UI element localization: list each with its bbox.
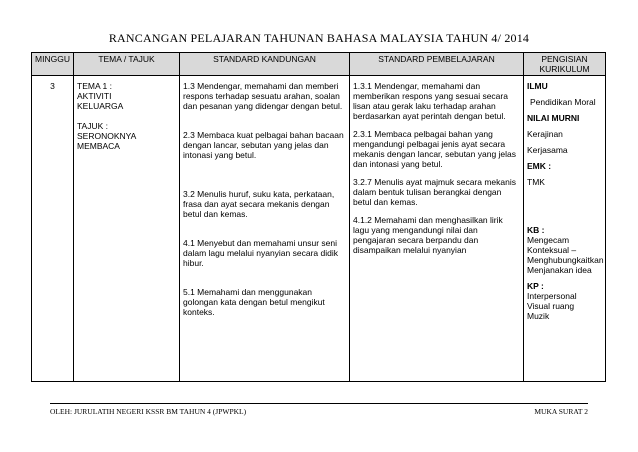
cell-tema-tajuk <box>74 76 180 382</box>
lesson-plan-table <box>31 52 606 382</box>
header-pengisian-kurikulum: PENGISIAN KURIKULUM <box>524 53 606 76</box>
sk-item: 3.2 Menulis huruf, suku kata, perkataan, frasa dan ayat secara mekanis dengan betul dan kemas. <box>183 189 335 219</box>
emk-value: TMK <box>527 177 545 187</box>
sp-item: 3.2.7 Menulis ayat majmuk secara mekanis dalam bentuk tulisan berangkai dengan betul dan kemas. <box>353 177 516 207</box>
footer-divider <box>50 403 588 404</box>
emk-label: EMK : <box>527 161 552 171</box>
header-minggu: MINGGU <box>32 53 74 76</box>
kp-value: Visual ruang <box>527 301 575 311</box>
ilmu-value: Pendidikan Moral <box>530 97 596 107</box>
header-standard-pembelajaran: STANDARD PEMBELAJARAN <box>350 53 524 76</box>
table-row <box>32 76 606 382</box>
week-number: 3 <box>50 81 55 91</box>
sk-item: 4.1 Menyebut dan memahami unsur seni dalam lagu melalui nyanyian secara didik hibur. <box>183 238 338 268</box>
sp-item: 4.1.2 Memahami dan menghasilkan lirik lagu yang mengandungi nilai dan pengajaran secara berpandu dan disampaikan melalui nyanyian <box>353 215 503 255</box>
table-header-row <box>32 53 606 76</box>
cell-standard-pembelajaran <box>350 76 524 382</box>
nilai-value: Kerjasama <box>527 145 568 155</box>
tajuk-line: MEMBACA <box>77 141 120 151</box>
page-footer <box>50 407 588 416</box>
document-title: RANCANGAN PELAJARAN TAHUNAN BAHASA MALAYSIA TAHUN 4/ 2014 <box>108 31 530 45</box>
sk-item: 1.3 Mendengar, memahami dan memberi respons terhadap sesuatu arahan, soalan dan pesanan yang didengar dengan betul. <box>183 81 343 111</box>
kb-value: Mengecam Konteksual – Menghubungkaitkan Menjanakan idea <box>527 235 604 275</box>
tajuk-line: SERONOKNYA <box>77 131 137 141</box>
kp-value: Interpersonal <box>527 291 577 301</box>
kp-label: KP : <box>527 281 544 291</box>
kp-value: Muzik <box>527 311 550 321</box>
tema-line: KELUARGA <box>77 101 124 111</box>
footer-page-number: MUKA SURAT 2 <box>534 407 588 416</box>
tema-line: TEMA 1 : <box>77 81 112 91</box>
nilai-label: NILAI MURNI <box>527 113 580 123</box>
cell-standard-kandungan <box>180 76 350 382</box>
cell-minggu <box>32 76 74 382</box>
footer-author: OLEH: JURULATIH NEGERI KSSR BM TAHUN 4 (JPWPKL) <box>50 407 247 416</box>
tema-line: AKTIVITI <box>77 91 112 101</box>
ilmu-label: ILMU <box>527 81 548 91</box>
tajuk-line: TAJUK : <box>77 121 109 131</box>
cell-pengisian-kurikulum <box>524 76 606 382</box>
sp-item: 1.3.1 Mendengar, memahami dan memberikan respons yang sesuai secara lisan atau gerak laku terhadap arahan berdasarkan ayat perintah dengan betul. <box>353 81 508 121</box>
sk-item: 2.3 Membaca kuat pelbagai bahan bacaan dengan lancar, sebutan yang jelas dan intonasi yang betul. <box>183 130 344 160</box>
sk-item: 5.1 Memahami dan menggunakan golongan kata dengan betul mengikut konteks. <box>183 287 325 317</box>
nilai-value: Kerajinan <box>527 129 563 139</box>
sp-item: 2.3.1 Membaca pelbagai bahan yang mengandungi pelbagai jenis ayat secara mekanis dengan lancar, sebutan yang jelas dan intonasi yang betul. <box>353 129 517 169</box>
header-standard-kandungan: STANDARD KANDUNGAN <box>180 53 350 76</box>
header-tema: TEMA / TAJUK <box>74 53 180 76</box>
kb-label: KB : <box>527 225 545 235</box>
